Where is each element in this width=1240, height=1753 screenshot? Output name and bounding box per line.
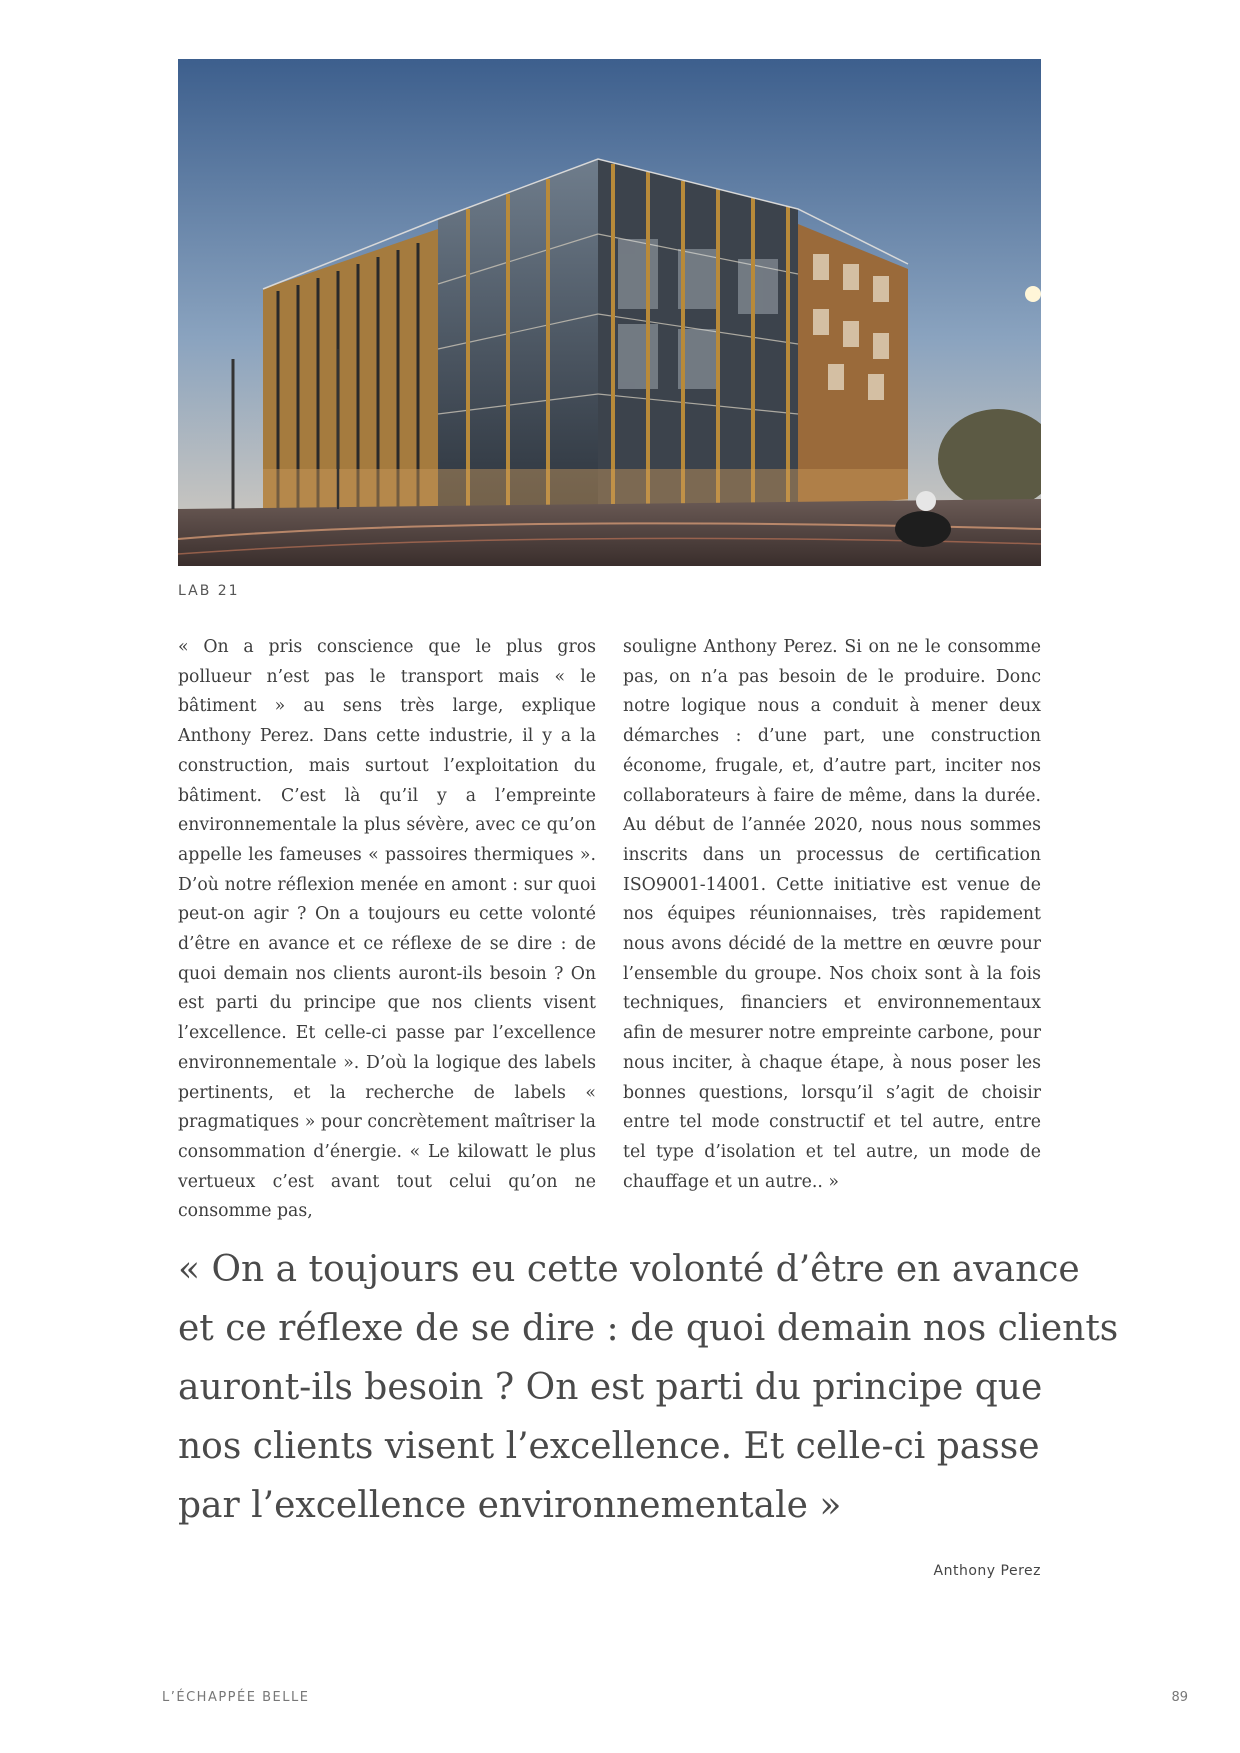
- article-paragraph: souligne Anthony Perez. Si on ne le consomme pas, on n’a pas besoin de le produire. Donc notre logique nous a conduit à mener deux démarches : d’une part, une construction économe, frugale, et, d’autre part, inciter nos collaborateurs à faire de même, dans la durée. Au début de l’année 2020, nous nous sommes inscrits dans un processus de certification ISO9001-14001. Cette initiative est venue de nos équipes réunionnaises, très rapidement nous avons décidé de la mettre en œuvre pour l’ensemble du groupe. Nos choix sont à la fois techniques, financiers et environnementaux afin de mesurer notre empreinte carbone, pour nous inciter, à chaque étape, à nous poser les bonnes questions, lorsqu’il s’agit de choisir entre tel mode constructif et tel autre, entre tel type d’isolation et tel autre, un mode de chauffage et un autre.. »: [623, 637, 1041, 1192]
- quote-attribution: Anthony Perez: [933, 1563, 1041, 1579]
- photo-caption: LAB 21: [178, 583, 240, 599]
- article-column-left: [178, 633, 596, 1227]
- pull-quote-line: et ce réflexe de se dire : de quoi demain nos clients: [178, 1308, 1119, 1349]
- page-number: 89: [1171, 1690, 1188, 1705]
- pull-quote: [178, 1240, 1119, 1535]
- pull-quote-line: par l’excellence environnementale »: [178, 1485, 842, 1526]
- building-photo: [178, 59, 1041, 566]
- building-rendering-image: [178, 59, 1041, 566]
- publication-name: L’ÉCHAPPÉE BELLE: [162, 1690, 310, 1705]
- pull-quote-line: auront-ils besoin ? On est parti du principe que: [178, 1367, 1043, 1408]
- article-column-right: [623, 633, 1041, 1197]
- pull-quote-line: « On a toujours eu cette volonté d’être en avance: [178, 1249, 1080, 1290]
- pull-quote-line: nos clients visent l’excellence. Et celle-ci passe: [178, 1426, 1040, 1467]
- article-paragraph: « On a pris conscience que le plus gros pollueur n’est pas le transport mais « le bâtiment » au sens très large, explique Anthony Perez. Dans cette industrie, il y a la construction, mais surtout l’exploitation du bâtiment. C’est là qu’il y a l’empreinte environnementale la plus sévère, avec ce qu’on appelle les fameuses « passoires thermiques ». D’où notre réflexion menée en amont : sur quoi peut-on agir ? On a toujours eu cette volonté d’être en avance et ce réflexe de se dire : de quoi demain nos clients auront-ils besoin ? On est parti du principe que nos clients visent l’excellence. Et celle-ci passe par l’excellence environnementale ». D’où la logique des labels pertinents, et la recherche de labels « pragmatiques » pour concrètement maîtriser la consommation d’énergie. « Le kilowatt le plus vertueux c’est avant tout celui qu’on ne consomme pas,: [178, 637, 596, 1222]
